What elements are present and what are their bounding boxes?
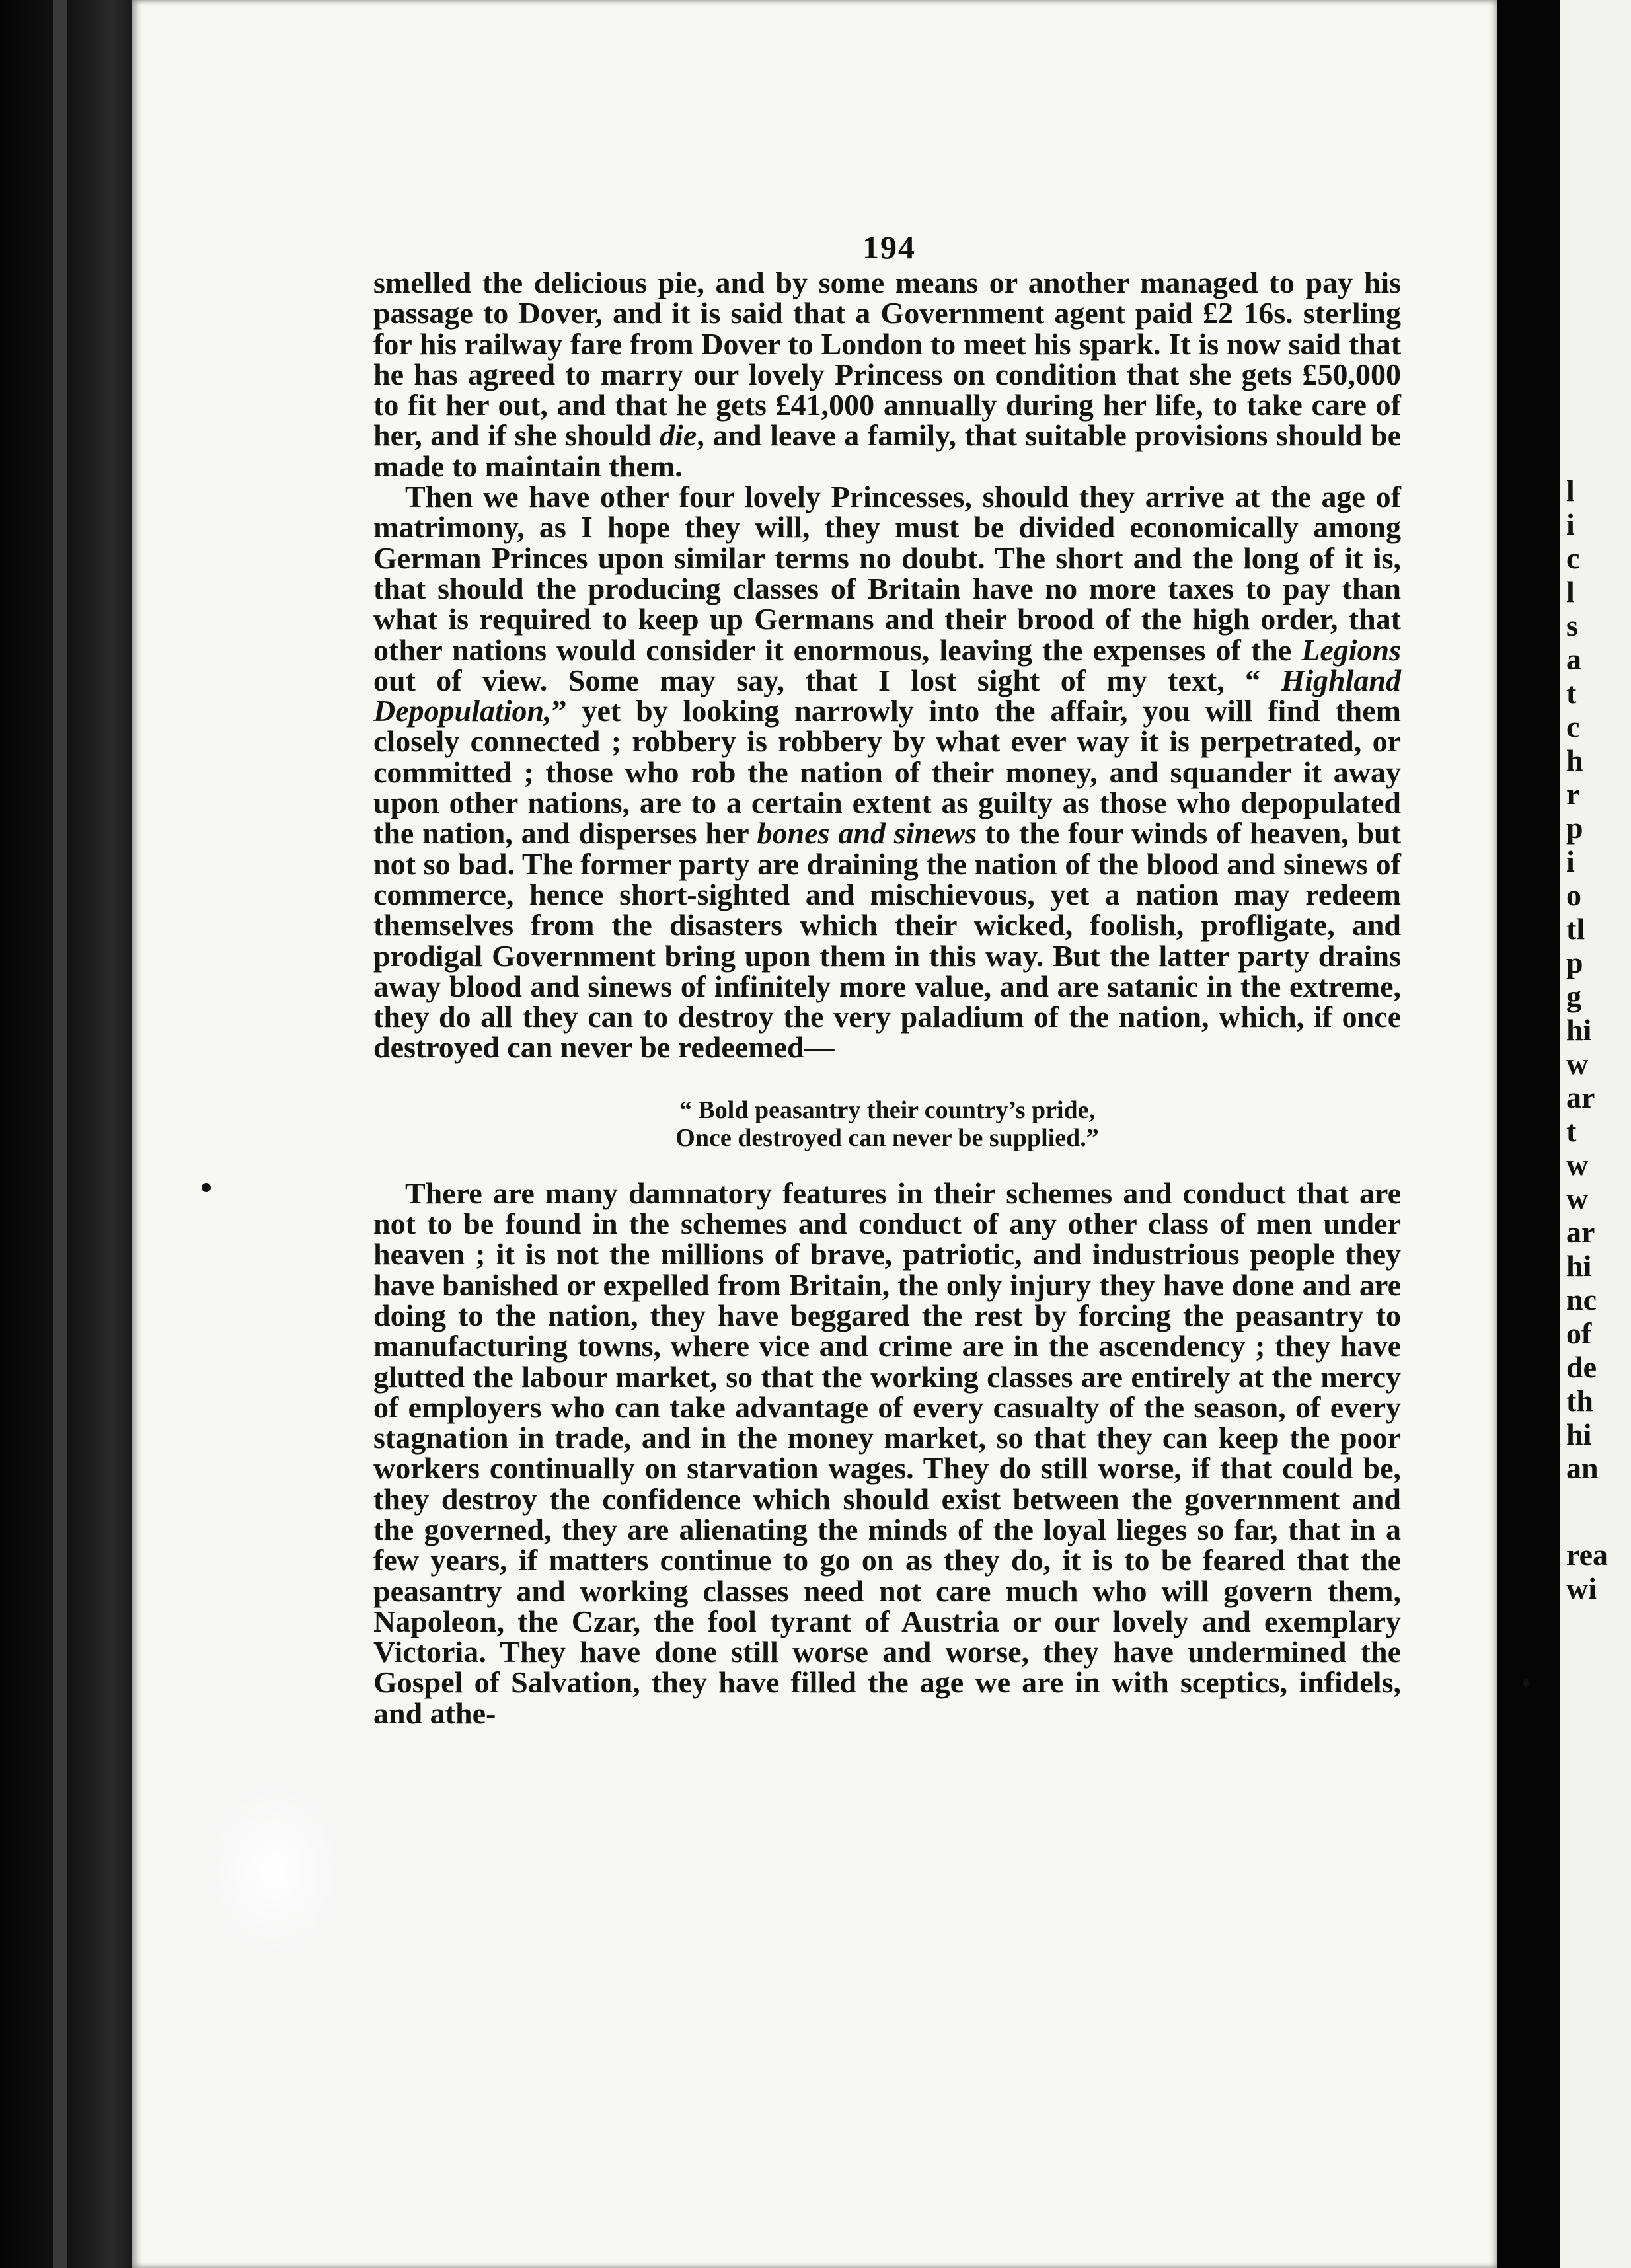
adjacent-page-fragment: s [1566, 609, 1578, 642]
adjacent-page-fragment: de [1566, 1350, 1597, 1384]
adjacent-page-fragment: an [1566, 1451, 1599, 1485]
adjacent-page-fragment: ar [1566, 1080, 1595, 1114]
adjacent-page-fragment: t [1566, 676, 1577, 710]
adjacent-page-fragment: t [1566, 1114, 1577, 1148]
adjacent-page-fragment: c [1566, 710, 1580, 743]
verse-line-1: “ Bold peasantry their country’s pride, [679, 1096, 1096, 1124]
adjacent-page-fragment: h [1566, 743, 1583, 777]
adjacent-page-fragment: th [1566, 1384, 1593, 1418]
adjacent-page-fragment: l [1566, 575, 1575, 609]
paragraph-2-part-1: Then we have other four lovely Princesses, should they arrive at the age of matrimony, as I hope they will, they must be divided economically among German Princes upon similar terms no doubt. The short and the long of it is, that should the producing classes of Britain have no more taxes to pay than what is required to keep up Germans and their brood of the high order, that other nations would consider it enormous, leaving the expenses of the [373, 480, 1401, 667]
adjacent-page-fragment: w [1566, 1148, 1589, 1182]
page-gutter [1497, 0, 1560, 2268]
adjacent-page-fragment: w [1566, 1047, 1589, 1080]
adjacent-page-fragment: i [1566, 845, 1575, 878]
paragraph-1-line-2: his passage to Dover, and it is said that a Government agent paid £2 16s. [373, 266, 1401, 330]
adjacent-page-fragment: hi [1566, 1249, 1592, 1283]
paragraph-2-part-2: out of view. Some may say, that I lost sight of my text, “ [373, 663, 1281, 697]
paragraph-2-part-4: to the four winds of heaven, but not so bad. The former party are draining the nation of the blood and sinews of commerce, hence short-sighted and mischievous, yet a nation may redeem themselves from the disasters which their wicked, foolish, profligate, and prodigal Government bring upon them in this way. But the latter party drains away blood and sinews of infinitely more value, and are satanic in the extreme, they do all they can to destroy the very paladium of the nation, which, if once destroyed can never be redeemed— [373, 816, 1401, 1065]
italic-die: die [660, 418, 697, 453]
paragraph-1-line-5: that she gets £50,000 to fit her out, and that he gets £41,000 annually [373, 357, 1401, 422]
italic-highland-depopulation: Highland Depopulation, [373, 663, 1401, 728]
adjacent-page-fragment: a [1566, 642, 1581, 676]
verse-line-2: Once destroyed can never be supplied.” [675, 1123, 1099, 1152]
adjacent-page-fragment: o [1566, 878, 1581, 912]
paragraph-1-line-6: during her life, to take care of her, and if she should [373, 388, 1401, 453]
verse-quote [373, 1096, 1401, 1152]
paragraph-1-tail: , and leave a family, that suitable provisions should be made to maintain them. [373, 418, 1401, 483]
adjacent-page-fragment: wi [1566, 1571, 1597, 1605]
page-number: 194 [862, 229, 916, 266]
adjacent-page-fragment: l [1566, 474, 1575, 508]
paper-damage-blot [165, 1731, 383, 2009]
paragraph-1-line-1: smelled the delicious pie, and by some means or another managed to pay [373, 266, 1364, 299]
adjacent-page-fragment: c [1566, 541, 1580, 575]
italic-legions: Legions [1301, 632, 1401, 667]
paragraph-2 [373, 482, 1401, 1063]
adjacent-page-fragment: p [1566, 946, 1583, 979]
adjacent-page-fragment: g [1566, 979, 1581, 1013]
italic-bones-and-sinews: bones and sinews [757, 816, 977, 850]
adjacent-page-fragment: hi [1566, 1013, 1592, 1047]
adjacent-page-fragment: hi [1566, 1418, 1592, 1451]
ink-speck [202, 1183, 211, 1192]
adjacent-page-fragment: w [1566, 1182, 1589, 1215]
paragraph-1 [373, 268, 1401, 482]
adjacent-page-fragment: rea [1566, 1538, 1609, 1571]
adjacent-page-fragment: i [1566, 508, 1575, 541]
adjacent-page-fragment: p [1566, 811, 1583, 845]
adjacent-page-fragment: nc [1566, 1283, 1597, 1316]
paragraph-1-line-3: sterling for his railway fare from Dover to London to meet his spark. It [373, 296, 1401, 361]
adjacent-page-fragment: r [1566, 777, 1580, 811]
binding-stripe [53, 0, 67, 2268]
adjacent-page-edge [1560, 0, 1631, 2268]
paragraph-1-line-4: is now said that he has agreed to marry our lovely Princess on condition [373, 326, 1402, 391]
paragraph-3: There are many damnatory features in their schemes and conduct that are not to be found in the schemes and conduct of any other class of men under heaven ; it is not the millions of brave, patriotic, and industrious people they have banished or expelled from Britain, the only injury they have done and are doing to the nation, they have beggared the rest by forcing the peasantry to manufacturing towns, where vice and crime are in the ascendency ; they have glutted the labour market, so that the working classes are entirely at the mercy of employers who can take advantage of every casualty of the season, of every stagnation in trade, and in the money market, so that they can keep the poor workers continually on starvation wages. They do still worse, if that could be, they destroy the confidence which should exist between the government and the governed, they are alienating the minds of the loyal lieges so far, that in a few years, if matters continue to go on as they do, it is to be feared that the peasantry and working classes need not care much who will govern them, Napoleon, the Czar, the fool tyrant of Austria or our lovely and exemplary Victoria. They have done still worse and worse, they have undermined the Gospel of Salvation, they have filled the age we are in with sceptics, infidels, and athe- [373, 1176, 1401, 1730]
adjacent-page-fragment: ar [1566, 1215, 1595, 1249]
adjacent-page-fragment: of [1566, 1316, 1592, 1350]
ink-speck [1523, 1679, 1529, 1688]
adjacent-page-fragment: tl [1566, 912, 1585, 946]
paragraph-2-part-3: ” yet by looking narrowly into the affair, you will find them closely connected ; robbery is robbery by what ever way it is perpetrated, or committed ; those who rob the nation of their money, and squander it away upon other nations, are to a certain extent as guilty as those who depopulated the nation, and disperses her [373, 694, 1401, 850]
body-text [373, 268, 1401, 1729]
